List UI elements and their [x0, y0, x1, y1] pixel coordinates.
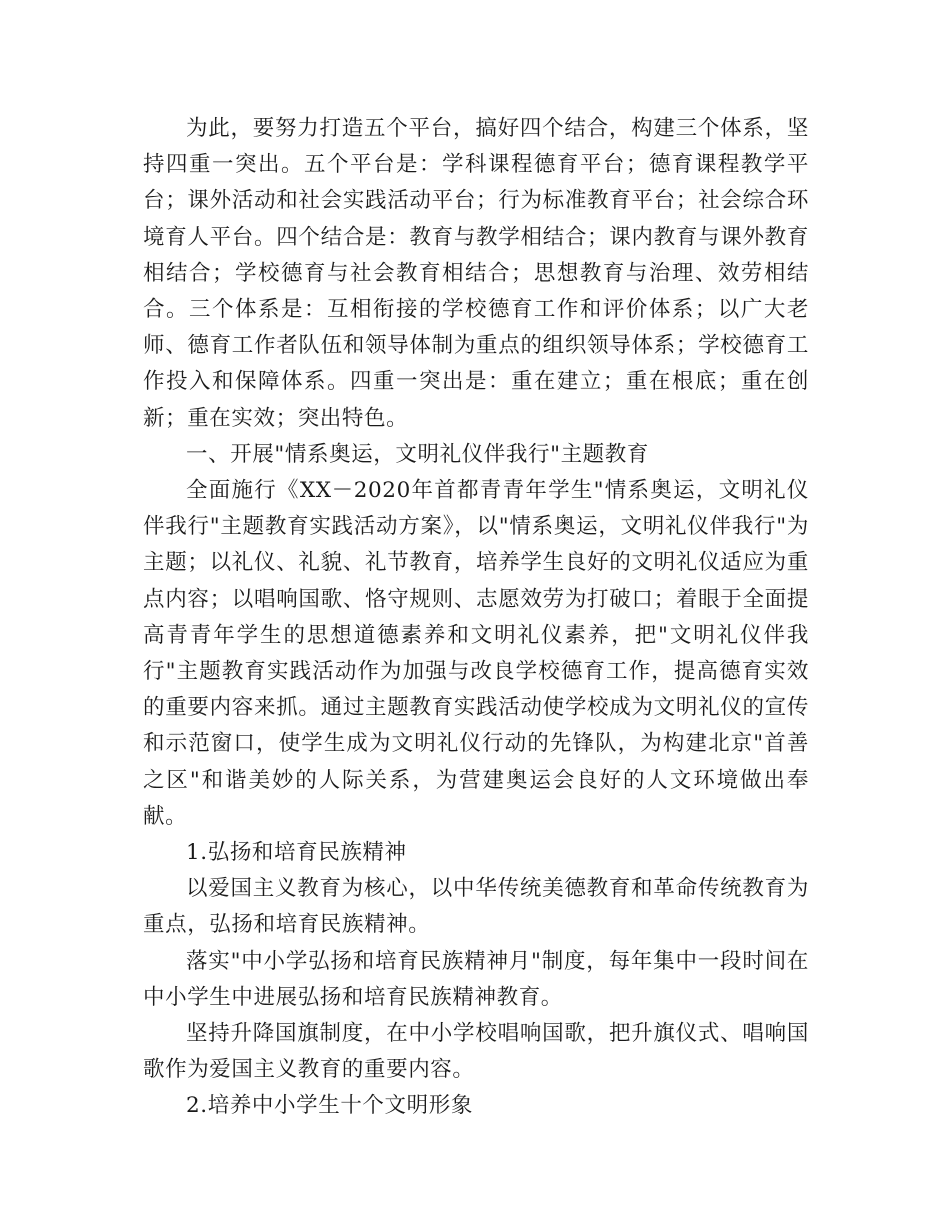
document-page	[143, 111, 809, 1125]
paragraph-patriotism: 以爱国主义教育为核心，以中华传统美德教育和革命传统教育为重点，弘扬和培育民族精神。	[143, 876, 809, 938]
subheading-2: 2.培养中小学生十个文明形象	[186, 1093, 473, 1119]
paragraph-theme-education: 全面施行《XX－2020年首都青青年学生"情系奥运，文明礼仪伴我行"主题教育实践活动方案》，以"情系奥运，文明礼仪伴我行"为主题；以礼仪、礼貌、礼节教育，培养学生良好的文明礼仪适应为重点内容；以唱响国歌、恪守规则、志愿效劳为打破口；着眼于全面提高青青年学生的思想道德素养和文明礼仪素养，把"文明礼仪伴我行"主题教育实践活动作为加强与改良学校德育工作，提高德育实效的重要内容来抓。通过主题教育实践活动使学校成为文明礼仪的宣传和示范窗口，使学生成为文明礼仪行动的先锋队，为构建北京"首善之区"和谐美妙的人际关系，为营建奥运会良好的人文环境做出奉献。	[143, 478, 809, 829]
subheading-1: 1.弘扬和培育民族精神	[186, 840, 407, 866]
paragraph-flag-ceremony: 坚持升降国旗制度，在中小学校唱响国歌，把升旗仪式、唱响国歌作为爱国主义教育的重要内容。	[143, 1021, 809, 1083]
section-heading-1: 一、开展"情系奥运，文明礼仪伴我行"主题教育	[186, 441, 649, 467]
paragraph-platforms: 为此，要努力打造五个平台，搞好四个结合，构建三个体系，坚持四重一突出。五个平台是：学科课程德育平台；德育课程教学平台；课外活动和社会实践活动平台；行为标准教育平台；社会综合环境育人平台。四个结合是：教育与教学相结合；课内教育与课外教育相结合；学校德育与社会教育相结合；思想教育与治理、效劳相结合。三个体系是：互相衔接的学校德育工作和评价体系；以广大老师、德育工作者队伍和领导体制为重点的组织领导体系；学校德育工作投入和保障体系。四重一突出是：重在建立；重在根底；重在创新；重在实效；突出特色。	[143, 116, 809, 431]
paragraph-spirit-month: 落实"中小学弘扬和培育民族精神月"制度，每年集中一段时间在中小学生中进展弘扬和培育民族精神教育。	[143, 948, 809, 1010]
